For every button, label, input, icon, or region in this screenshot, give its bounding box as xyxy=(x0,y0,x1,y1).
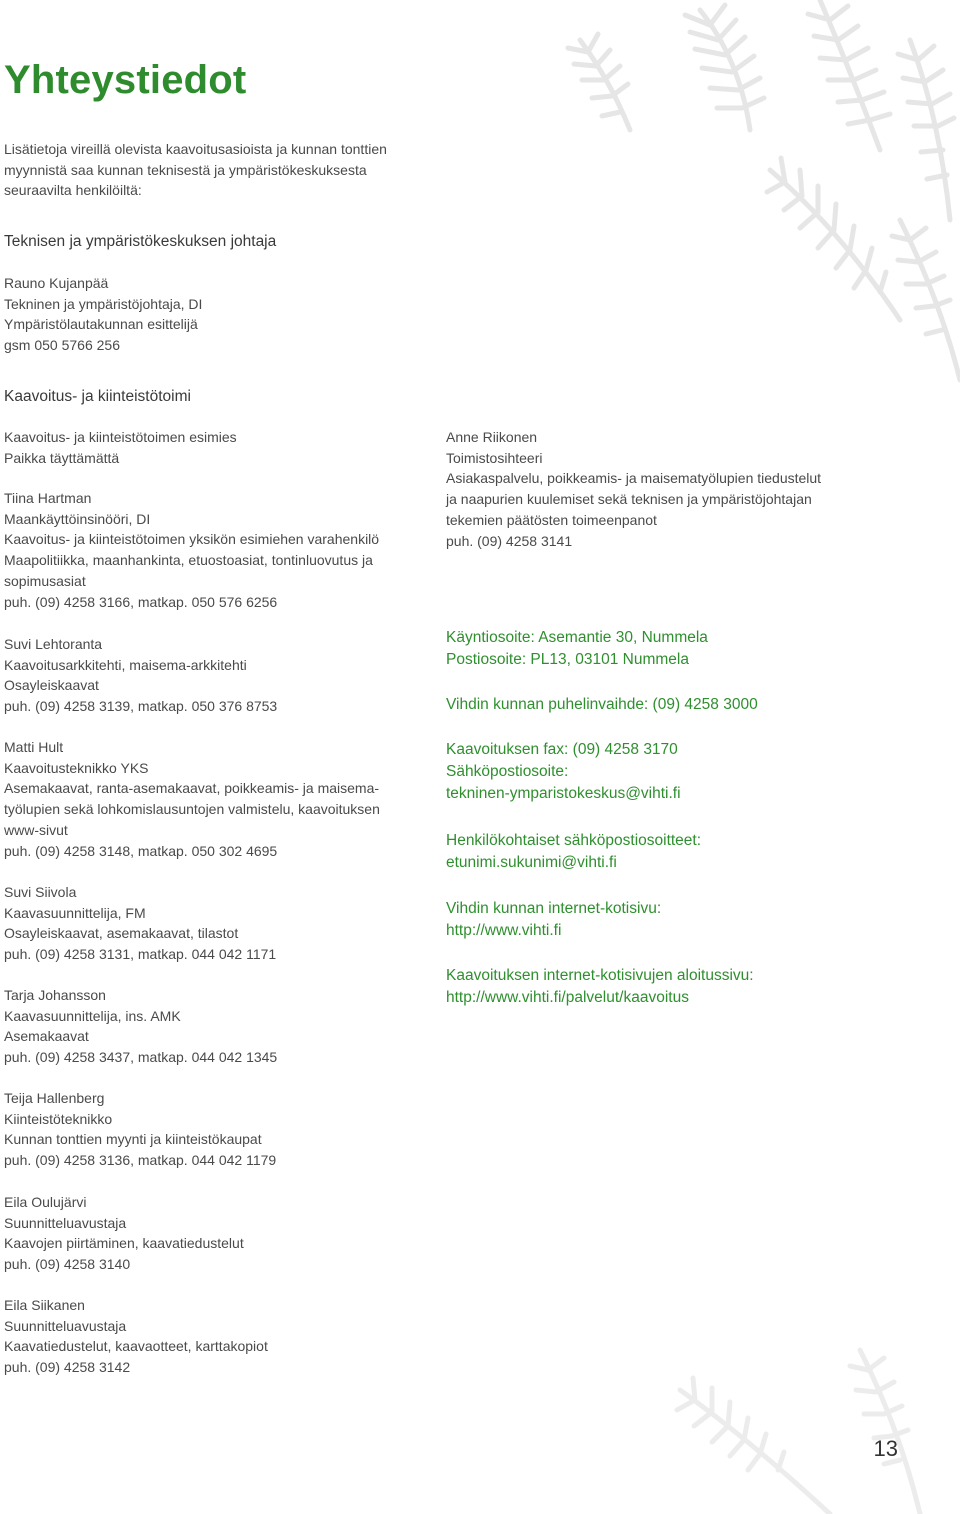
contact-name: Matti Hult xyxy=(4,739,64,755)
contact-card-right xyxy=(446,427,821,551)
contact-name: Teija Hallenberg xyxy=(4,1090,105,1106)
contact-card xyxy=(4,1192,244,1275)
switchboard-block xyxy=(446,694,758,716)
contact-card xyxy=(4,488,379,612)
intro-line: seuraavilta henkilöiltä: xyxy=(4,182,142,199)
contact-phone: puh. (09) 4258 3148, matkap. 050 302 4695 xyxy=(4,842,278,859)
contact-card xyxy=(4,882,276,965)
email-label: Sähköpostiosoite: xyxy=(446,763,569,780)
contact-phone: puh. (09) 4258 3140 xyxy=(4,1256,131,1273)
contact-line: www-sivut xyxy=(4,821,68,838)
contact-line: sopimusasiat xyxy=(4,572,86,589)
contact-line: Toimistosihteeri xyxy=(446,449,543,466)
contact-line: Kaavoitusarkkitehti, maisema-arkkitehti xyxy=(4,656,247,673)
address-block xyxy=(446,627,708,671)
zoning-homepage-link[interactable]: http://www.vihti.fi/palvelut/kaavoitus xyxy=(446,989,689,1006)
homepage-label: Vihdin kunnan internet-kotisivu: xyxy=(446,900,662,917)
contact-line: Osayleiskaavat xyxy=(4,677,99,694)
contact-line: Asemakaavat xyxy=(4,1028,89,1045)
contact-line: Paikka täyttämättä xyxy=(4,449,120,466)
contact-name: Suvi Lehtoranta xyxy=(4,636,103,652)
contact-line: Kaavojen piirtäminen, kaavatiedustelut xyxy=(4,1235,244,1252)
page-title: Yhteystiedot xyxy=(4,58,247,102)
visit-address: Käyntiosoite: Asemantie 30, Nummela xyxy=(446,629,708,646)
contact-line: Kaavoitusteknikko YKS xyxy=(4,759,149,776)
personal-email-label: Henkilökohtaiset sähköpostiosoitteet: xyxy=(446,832,702,849)
contact-line: Kaavoitus- ja kiinteistötoimen esimies xyxy=(4,429,237,445)
page-number: 13 xyxy=(873,1436,898,1461)
contact-name: Anne Riikonen xyxy=(446,429,538,445)
contact-line: Kaavatiedustelut, kaavaotteet, karttakopiot xyxy=(4,1338,268,1355)
personal-email-block xyxy=(446,830,701,874)
contact-line: ja naapurien kuulemiset sekä teknisen ja ympäristöjohtajan xyxy=(446,491,812,508)
post-address: Postiosoite: PL13, 03101 Nummela xyxy=(446,651,689,668)
contact-phone: puh. (09) 4258 3142 xyxy=(4,1359,131,1376)
contact-card xyxy=(4,985,277,1068)
contact-card xyxy=(4,1088,276,1171)
contact-card xyxy=(4,634,277,717)
contact-name: Suvi Siivola xyxy=(4,884,77,900)
contact-line: Maankäyttöinsinööri, DI xyxy=(4,510,151,527)
contact-line: tekemien päätösten toimeenpanot xyxy=(446,511,657,528)
contact-line: Suunnitteluavustaja xyxy=(4,1317,127,1334)
fax-email-block xyxy=(446,739,681,805)
contact-line: Kaavasuunnittelija, ins. AMK xyxy=(4,1007,181,1024)
contact-line: Kiinteistöteknikko xyxy=(4,1110,113,1127)
intro-line: Lisätietoja vireillä olevista kaavoitusasioista ja kunnan tonttien xyxy=(4,141,387,157)
fax-number: Kaavoituksen fax: (09) 4258 3170 xyxy=(446,741,678,758)
contact-phone: gsm 050 5766 256 xyxy=(4,337,120,354)
contact-phone: puh. (09) 4258 3437, matkap. 044 042 1345 xyxy=(4,1049,278,1066)
director-contact xyxy=(4,273,202,356)
contact-line: Osayleiskaavat, asemakaavat, tilastot xyxy=(4,925,239,942)
intro-line: myynnistä saa kunnan teknisestä ja ympäristökeskuksesta xyxy=(4,161,367,178)
contact-line: Maapolitiikka, maanhankinta, etuostoasiat, tontinluovutus ja xyxy=(4,552,373,569)
contact-card xyxy=(4,427,237,468)
contact-card xyxy=(4,1295,268,1378)
contact-title: Tekninen ja ympäristöjohtaja, DI xyxy=(4,295,203,312)
contact-line: Kunnan tonttien myynti ja kiinteistökaupat xyxy=(4,1131,262,1148)
contact-line: Kaavoitus- ja kiinteistötoimen yksikön esimiehen varahenkilö xyxy=(4,531,380,548)
contact-name: Rauno Kujanpää xyxy=(4,275,109,291)
contact-line: Kaavasuunnittelija, FM xyxy=(4,904,146,921)
contact-phone: puh. (09) 4258 3139, matkap. 050 376 8753 xyxy=(4,698,278,715)
section-heading-zoning: Kaavoitus- ja kiinteistötoimi xyxy=(4,388,191,405)
zoning-homepage-label: Kaavoituksen internet-kotisivujen aloitussivu: xyxy=(446,967,754,984)
fern-decoration-bottom xyxy=(600,1330,960,1514)
contact-phone: puh. (09) 4258 3166, matkap. 050 576 6256 xyxy=(4,593,278,610)
switchboard-phone: Vihdin kunnan puhelinvaihde: (09) 4258 3000 xyxy=(446,696,758,713)
contact-line: Suunnitteluavustaja xyxy=(4,1214,127,1231)
contact-card xyxy=(4,737,380,861)
intro-paragraph xyxy=(4,139,387,201)
contact-phone: puh. (09) 4258 3141 xyxy=(446,532,573,549)
contact-name: Eila Siikanen xyxy=(4,1297,85,1313)
contact-phone: puh. (09) 4258 3131, matkap. 044 042 1171 xyxy=(4,946,277,963)
homepage-link[interactable]: http://www.vihti.fi xyxy=(446,922,562,939)
contact-line: Asiakaspalvelu, poikkeamis- ja maisematyölupien tiedustelut xyxy=(446,470,822,487)
email-link[interactable]: tekninen-ymparistokeskus@vihti.fi xyxy=(446,785,681,802)
section-heading-director: Teknisen ja ympäristökeskuksen johtaja xyxy=(4,233,277,250)
contact-line: työlupien sekä lohkomislausuntojen valmistelu, kaavoituksen xyxy=(4,801,380,818)
fern-decoration xyxy=(520,0,960,390)
zoning-homepage-block xyxy=(446,965,754,1009)
personal-email-format: etunimi.sukunimi@vihti.fi xyxy=(446,854,617,871)
contact-role: Ympäristölautakunnan esittelijä xyxy=(4,316,198,333)
contact-line: Asemakaavat, ranta-asemakaavat, poikkeamis- ja maisema- xyxy=(4,780,380,797)
contact-name: Eila Oulujärvi xyxy=(4,1194,87,1210)
contact-phone: puh. (09) 4258 3136, matkap. 044 042 1179 xyxy=(4,1152,277,1169)
contact-name: Tiina Hartman xyxy=(4,490,92,506)
contact-name: Tarja Johansson xyxy=(4,987,106,1003)
homepage-block xyxy=(446,898,661,942)
